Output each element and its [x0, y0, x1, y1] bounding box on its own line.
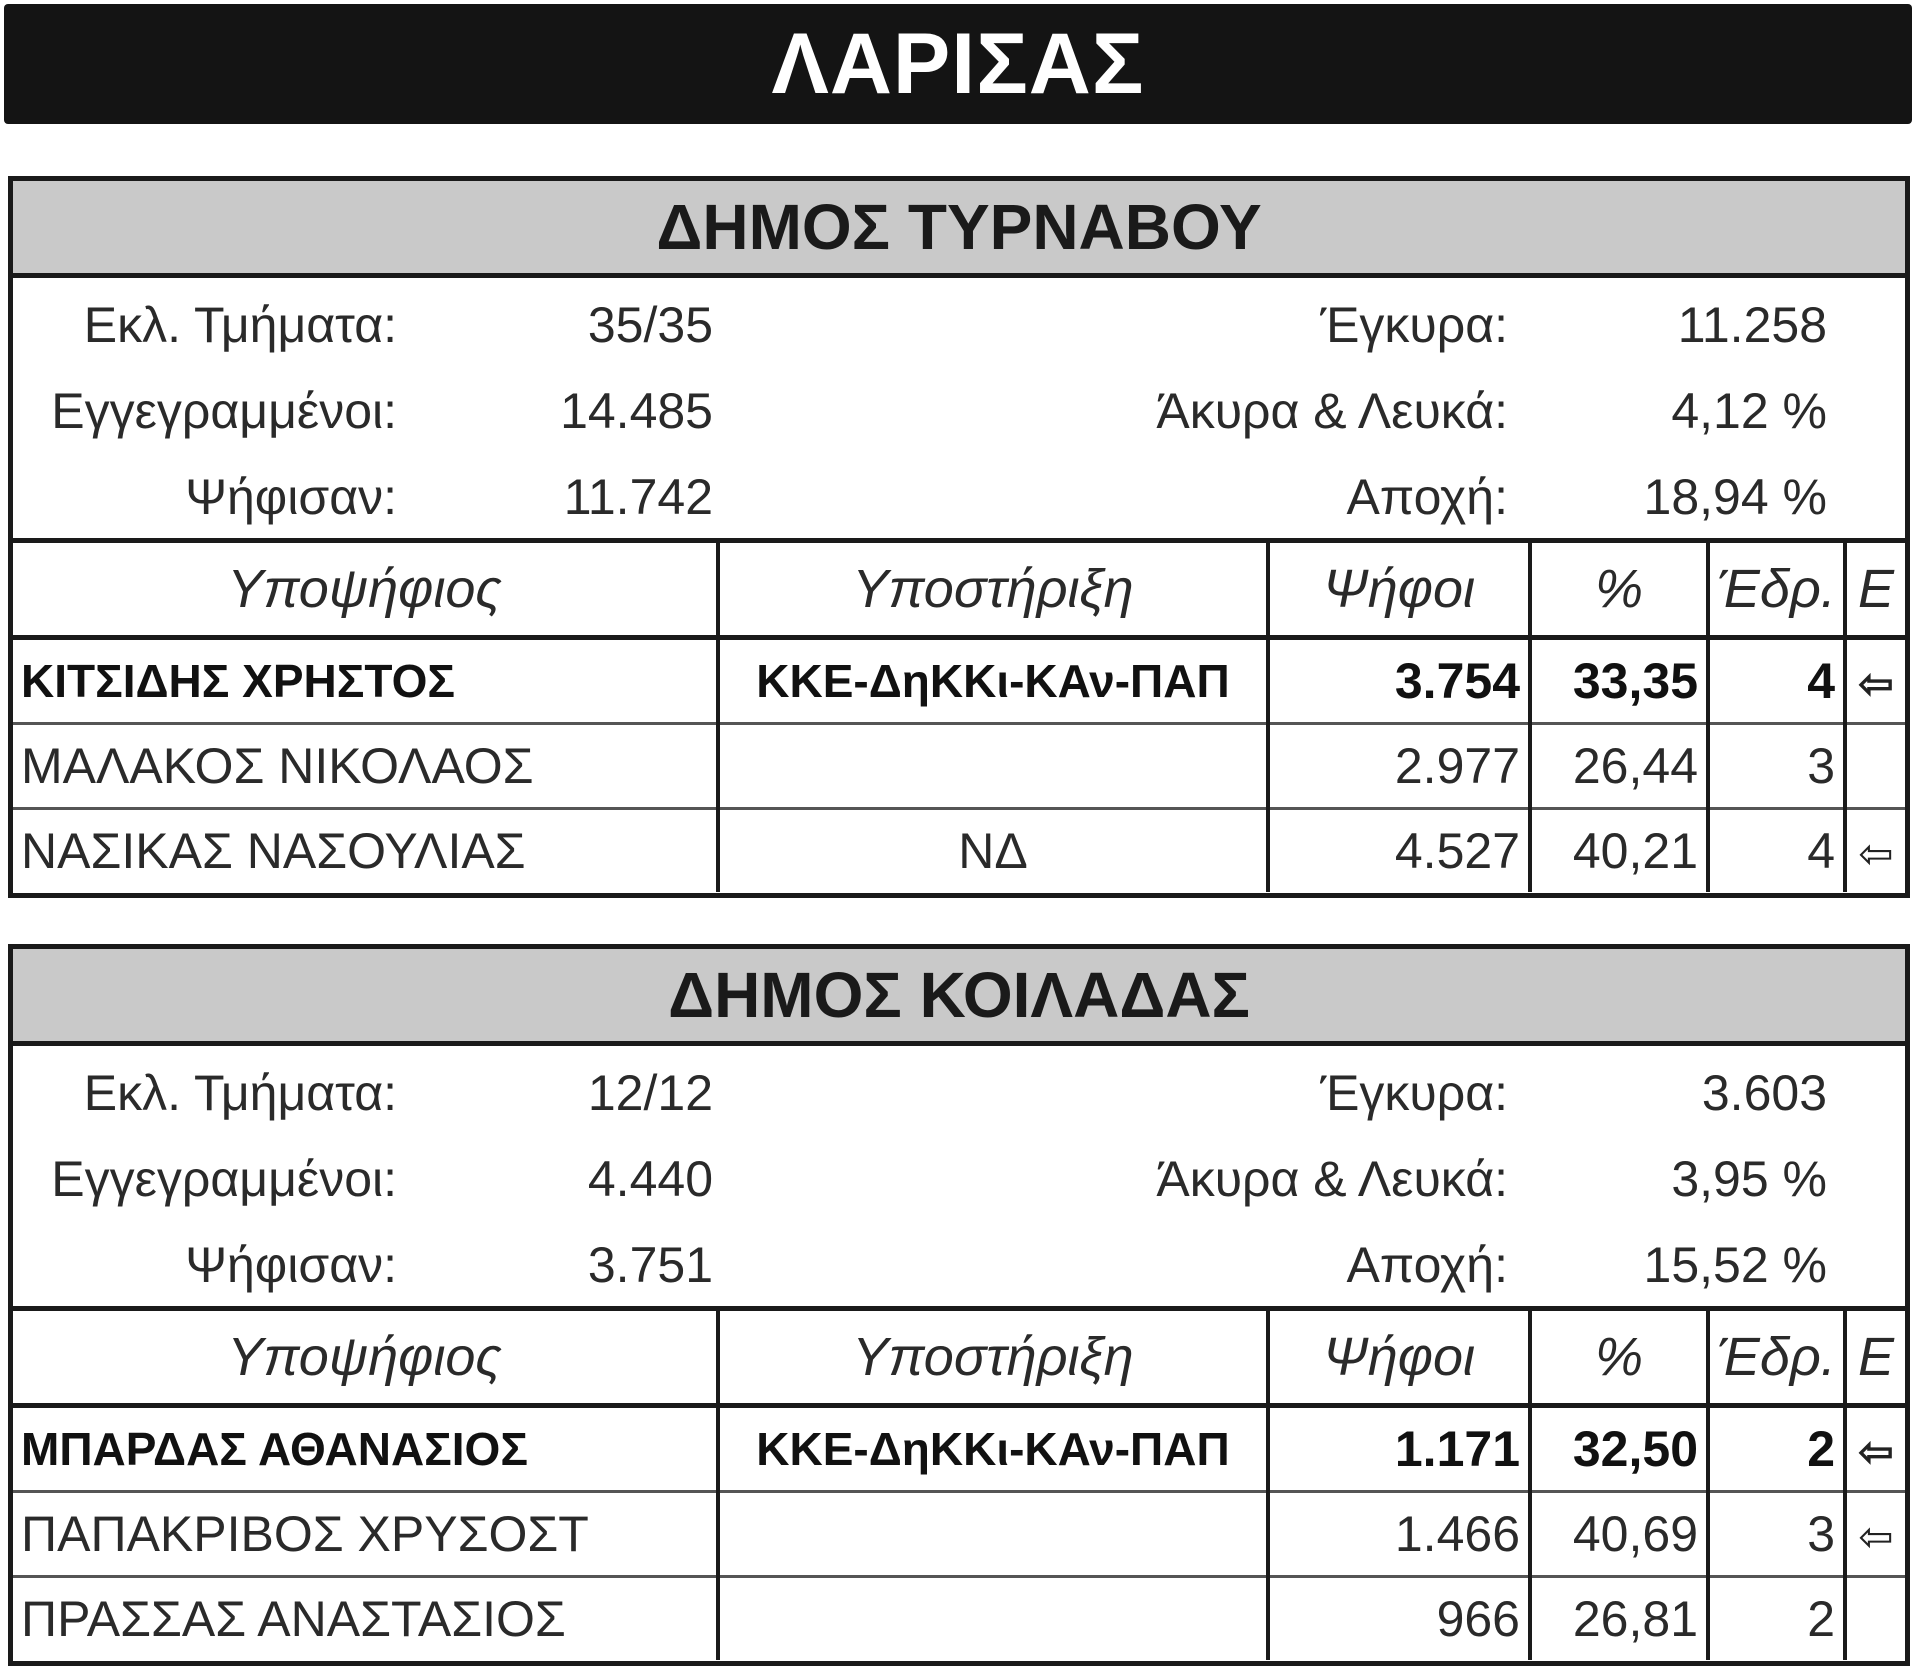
candidate-seats: 3	[1708, 724, 1845, 809]
abstention-value: 15,52 %	[1643, 1237, 1827, 1293]
candidate-support	[718, 1577, 1268, 1661]
abstention-value: 18,94 %	[1643, 469, 1827, 525]
results-table	[13, 543, 1905, 892]
header-candidate: Υποψήφιος	[13, 1311, 718, 1406]
candidate-percent: 33,35	[1530, 638, 1708, 724]
stats-block	[13, 278, 1905, 543]
elected-arrow-cell	[1845, 1577, 1905, 1661]
candidate-support: ΚΚΕ-ΔηΚΚι-ΚΑν-ΠΑΠ	[718, 1406, 1268, 1492]
candidate-support	[718, 724, 1268, 809]
abstention-label: Αποχή:	[1346, 469, 1508, 525]
candidate-seats: 2	[1708, 1577, 1845, 1661]
candidate-name: ΜΠΑΡΔΑΣ ΑΘΑΝΑΣΙΟΣ	[13, 1406, 718, 1492]
header-percent: %	[1530, 543, 1708, 638]
candidate-support: ΝΔ	[718, 809, 1268, 893]
left-arrow-icon: ⇦	[1858, 830, 1894, 877]
candidate-percent: 26,81	[1530, 1577, 1708, 1661]
candidate-percent: 40,69	[1530, 1492, 1708, 1577]
header-seats: Έδρ.	[1708, 1311, 1845, 1406]
candidate-seats: 4	[1708, 809, 1845, 893]
left-arrow-icon: ⇦	[1858, 660, 1894, 707]
table-row	[13, 1492, 1905, 1577]
table-row	[13, 1406, 1905, 1492]
candidate-support	[718, 1492, 1268, 1577]
header-percent: %	[1530, 1311, 1708, 1406]
municipality-title: ΔΗΜΟΣ ΚΟΙΛΑΔΑΣ	[13, 949, 1905, 1046]
candidate-percent: 40,21	[1530, 809, 1708, 893]
valid-label: Έγκυρα:	[1320, 297, 1508, 353]
invalid-blank-label: Άκυρα & Λευκά:	[1156, 383, 1508, 439]
registered-value: 4.440	[587, 1151, 713, 1207]
left-arrow-icon: ⇦	[1858, 1513, 1894, 1560]
abstention-label: Αποχή:	[1346, 1237, 1508, 1293]
invalid-blank-value: 3,95 %	[1671, 1151, 1827, 1207]
municipality-title: ΔΗΜΟΣ ΤΥΡΝΑΒΟΥ	[13, 181, 1905, 278]
municipality-panel-koilada	[8, 944, 1910, 1666]
results-table	[13, 1311, 1905, 1660]
left-arrow-icon: ⇦	[1858, 1428, 1894, 1475]
elected-arrow-cell	[1845, 724, 1905, 809]
polling-stations-value: 35/35	[587, 297, 713, 353]
candidate-percent: 26,44	[1530, 724, 1708, 809]
candidate-name: ΝΑΣΙΚΑΣ ΝΑΣΟΥΛΙΑΣ	[13, 809, 718, 893]
candidate-percent: 32,50	[1530, 1406, 1708, 1492]
candidate-name: ΜΑΛΑΚΟΣ ΝΙΚΟΛΑΟΣ	[13, 724, 718, 809]
table-header-row	[13, 543, 1905, 638]
candidate-seats: 3	[1708, 1492, 1845, 1577]
table-row	[13, 1577, 1905, 1661]
candidate-name: ΚΙΤΣΙΔΗΣ ΧΡΗΣΤΟΣ	[13, 638, 718, 724]
voted-label: Ψήφισαν:	[185, 1237, 397, 1293]
elected-arrow-cell	[1845, 809, 1905, 893]
invalid-blank-label: Άκυρα & Λευκά:	[1156, 1151, 1508, 1207]
invalid-blank-value: 4,12 %	[1671, 383, 1827, 439]
candidate-name: ΠΑΠΑΚΡΙΒΟΣ ΧΡΥΣΟΣΤ	[13, 1492, 718, 1577]
header-candidate: Υποψήφιος	[13, 543, 718, 638]
voted-value: 3.751	[587, 1237, 713, 1293]
candidate-name: ΠΡΑΣΣΑΣ ΑΝΑΣΤΑΣΙΟΣ	[13, 1577, 718, 1661]
elected-arrow-cell	[1845, 1406, 1905, 1492]
candidate-votes: 1.466	[1268, 1492, 1530, 1577]
candidate-votes: 2.977	[1268, 724, 1530, 809]
registered-value: 14.485	[560, 383, 713, 439]
municipality-panel-tyrnavos	[8, 176, 1910, 898]
candidate-votes: 966	[1268, 1577, 1530, 1661]
valid-value: 11.258	[1677, 297, 1827, 353]
header-e: Ε	[1845, 543, 1905, 638]
table-row	[13, 809, 1905, 893]
polling-stations-label: Εκλ. Τμήματα:	[83, 297, 397, 353]
header-votes: Ψήφοι	[1268, 543, 1530, 638]
registered-label: Εγγεγραμμένοι:	[51, 1151, 397, 1207]
candidate-seats: 4	[1708, 638, 1845, 724]
voted-label: Ψήφισαν:	[185, 469, 397, 525]
table-row	[13, 638, 1905, 724]
elected-arrow-icon	[1845, 638, 1905, 724]
candidate-votes: 3.754	[1268, 638, 1530, 724]
candidate-votes: 4.527	[1268, 809, 1530, 893]
candidate-seats: 2	[1708, 1406, 1845, 1492]
valid-label: Έγκυρα:	[1320, 1065, 1508, 1121]
table-row	[13, 724, 1905, 809]
elected-arrow-cell	[1845, 1492, 1905, 1577]
header-support: Υποστήριξη	[718, 1311, 1268, 1406]
valid-value: 3.603	[1701, 1065, 1827, 1121]
voted-value: 11.742	[563, 469, 713, 525]
table-header-row	[13, 1311, 1905, 1406]
header-support: Υποστήριξη	[718, 543, 1268, 638]
header-votes: Ψήφοι	[1268, 1311, 1530, 1406]
candidate-votes: 1.171	[1268, 1406, 1530, 1492]
registered-label: Εγγεγραμμένοι:	[51, 383, 397, 439]
stats-block	[13, 1046, 1905, 1311]
header-seats: Έδρ.	[1708, 543, 1845, 638]
candidate-support: ΚΚΕ-ΔηΚΚι-ΚΑν-ΠΑΠ	[718, 638, 1268, 724]
header-e: Ε	[1845, 1311, 1905, 1406]
region-title: ΛΑΡΙΣΑΣ	[4, 4, 1912, 124]
polling-stations-label: Εκλ. Τμήματα:	[83, 1065, 397, 1121]
polling-stations-value: 12/12	[587, 1065, 713, 1121]
